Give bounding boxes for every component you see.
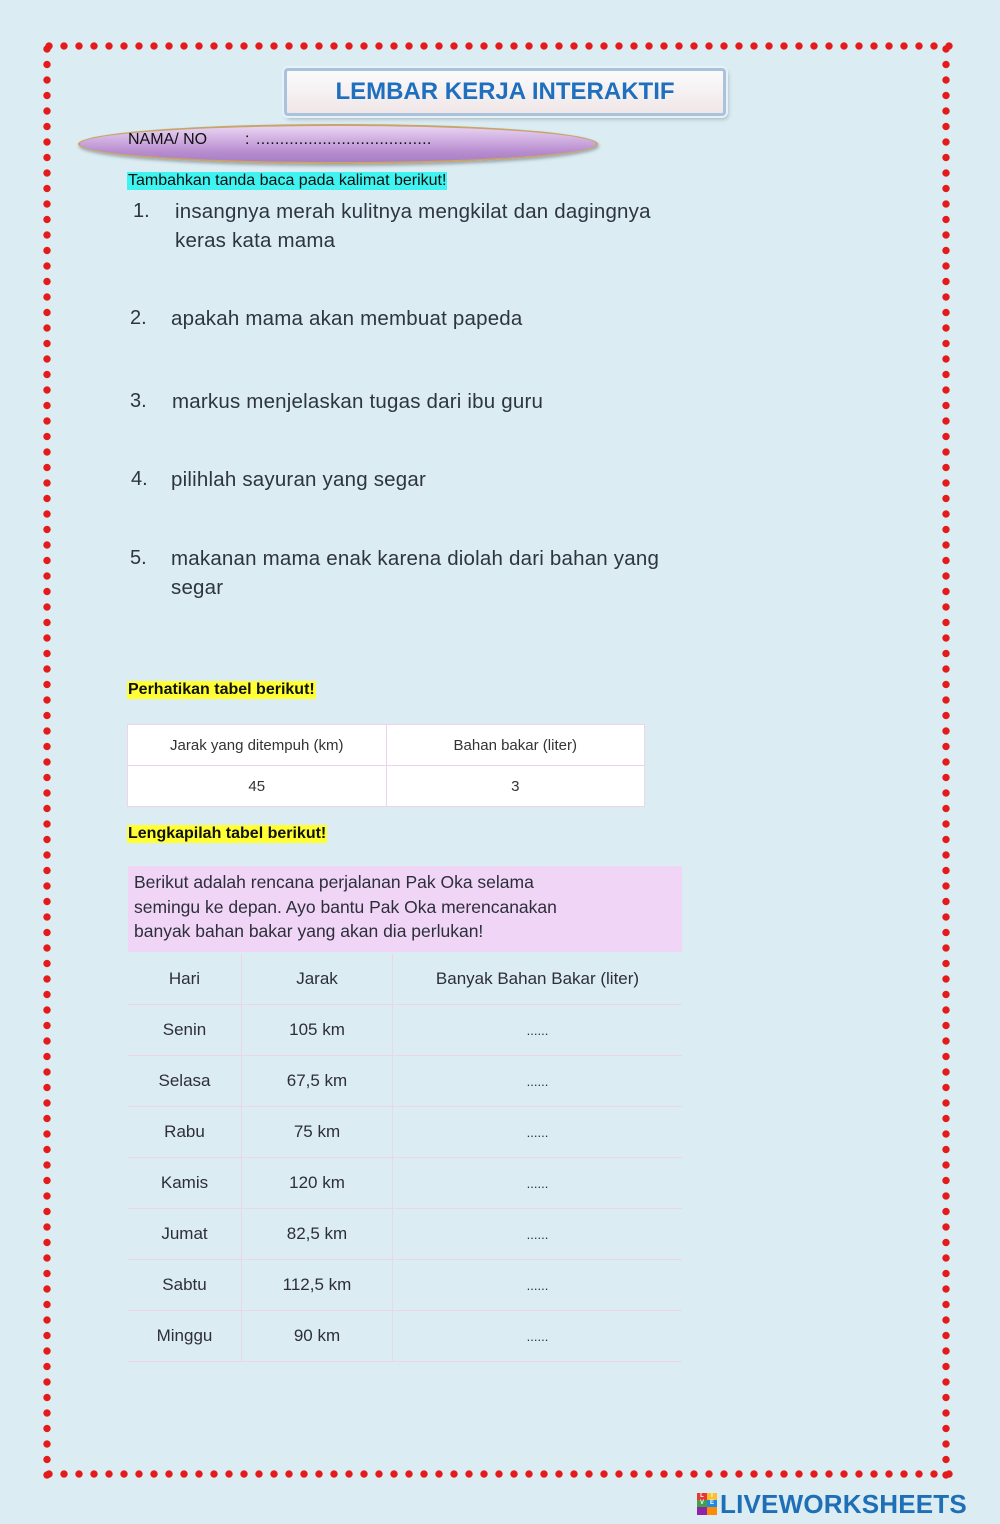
table-header-row	[128, 954, 682, 1005]
day-cell: Kamis	[128, 1158, 242, 1209]
dotted-border-top	[44, 41, 956, 51]
distance-cell: 67,5 km	[242, 1056, 393, 1107]
table-header-cell: Jarak yang ditempuh (km)	[128, 725, 387, 766]
logo-icon-letter: E	[707, 1500, 717, 1507]
question-2-line-1: apakah mama akan membuat papeda	[171, 307, 523, 330]
header-fuel: Banyak Bahan Bakar (liter)	[393, 954, 683, 1005]
dotted-border-left	[42, 44, 52, 1480]
question-4-line-1: pilihlah sayuran yang segar	[171, 468, 426, 491]
table-row	[128, 1311, 682, 1362]
fuel-answer-blank[interactable]: ......	[393, 1158, 683, 1209]
name-input-blank[interactable]: .....................................	[256, 131, 432, 148]
question-4-number: 4.	[131, 468, 148, 490]
question-1-text[interactable]	[175, 197, 651, 255]
table-header-row	[128, 725, 645, 766]
header-day: Hari	[128, 954, 242, 1005]
table-row	[128, 766, 645, 807]
info-line: semingu ke depan. Ayo bantu Pak Oka merencanakan	[134, 896, 557, 917]
question-3-line-1: markus menjelaskan tugas dari ibu guru	[172, 390, 544, 413]
fuel-answer-blank[interactable]: ......	[393, 1056, 683, 1107]
logo-icon-letter: L	[697, 1493, 707, 1500]
table-cell: 3	[386, 766, 645, 807]
name-label: NAMA/ NO	[128, 131, 208, 148]
distance-cell: 105 km	[242, 1005, 393, 1056]
question-2-text[interactable]	[171, 304, 523, 333]
question-1-number: 1.	[133, 200, 150, 222]
punctuation-instruction: Tambahkan tanda baca pada kalimat berikut!	[128, 172, 447, 189]
table-row	[128, 1107, 682, 1158]
table-row	[128, 1005, 682, 1056]
logo-text: LIVEWORKSHEETS	[720, 1488, 967, 1519]
header-distance: Jarak	[242, 954, 393, 1005]
table-cell: 45	[128, 766, 387, 807]
day-cell: Sabtu	[128, 1260, 242, 1311]
question-5-line-2: segar	[171, 576, 224, 599]
table-row	[128, 1158, 682, 1209]
info-line: Berikut adalah rencana perjalanan Pak Oka selama	[134, 872, 534, 892]
distance-cell: 120 km	[242, 1158, 393, 1209]
question-5-number: 5.	[130, 547, 147, 569]
name-colon: :	[245, 131, 250, 148]
worksheet-title-banner	[284, 68, 726, 116]
table-header-cell: Bahan bakar (liter)	[386, 725, 645, 766]
fuel-answer-blank[interactable]: ......	[393, 1005, 683, 1056]
question-4-text[interactable]	[171, 465, 426, 494]
info-line: banyak bahan bakar yang akan dia perlukan!	[134, 921, 484, 941]
table-row	[128, 1056, 682, 1107]
dotted-border-right	[941, 44, 951, 1480]
logo-icon-letter: I	[707, 1493, 717, 1500]
fuel-answer-blank[interactable]: ......	[393, 1107, 683, 1158]
question-3-number: 3.	[130, 390, 147, 412]
distance-cell: 82,5 km	[242, 1209, 393, 1260]
dotted-border-bottom	[44, 1469, 956, 1479]
question-5-text[interactable]	[171, 544, 659, 602]
liveworksheets-logo[interactable]	[697, 1488, 967, 1520]
fuel-reference-table	[127, 724, 645, 807]
question-5-line-1: makanan mama enak karena diolah dari bahan yang	[171, 547, 660, 570]
question-1-line-1: insangnya merah kulitnya mengkilat dan dagingnya	[175, 200, 651, 223]
observe-table-instruction: Perhatikan tabel berikut!	[128, 681, 315, 698]
trip-plan-table	[128, 954, 682, 1362]
question-3-text[interactable]	[172, 387, 543, 416]
day-cell: Selasa	[128, 1056, 242, 1107]
worksheet-title: LEMBAR KERJA INTERAKTIF	[335, 78, 675, 105]
liveworksheets-logo-icon	[697, 1493, 717, 1515]
day-cell: Minggu	[128, 1311, 242, 1362]
distance-cell: 90 km	[242, 1311, 393, 1362]
fuel-answer-blank[interactable]: ......	[393, 1209, 683, 1260]
trip-info-box	[128, 866, 682, 952]
fuel-answer-blank[interactable]: ......	[393, 1260, 683, 1311]
day-cell: Rabu	[128, 1107, 242, 1158]
day-cell: Senin	[128, 1005, 242, 1056]
logo-icon-letter: V	[697, 1500, 707, 1507]
question-1-line-2: keras kata mama	[175, 229, 336, 252]
table-row	[128, 1260, 682, 1311]
day-cell: Jumat	[128, 1209, 242, 1260]
table-row	[128, 1209, 682, 1260]
question-2-number: 2.	[130, 307, 147, 329]
logo-icon-block	[707, 1507, 717, 1515]
logo-icon-block	[697, 1507, 707, 1515]
distance-cell: 75 km	[242, 1107, 393, 1158]
distance-cell: 112,5 km	[242, 1260, 393, 1311]
fuel-answer-blank[interactable]: ......	[393, 1311, 683, 1362]
complete-table-instruction: Lengkapilah tabel berikut!	[128, 825, 327, 842]
